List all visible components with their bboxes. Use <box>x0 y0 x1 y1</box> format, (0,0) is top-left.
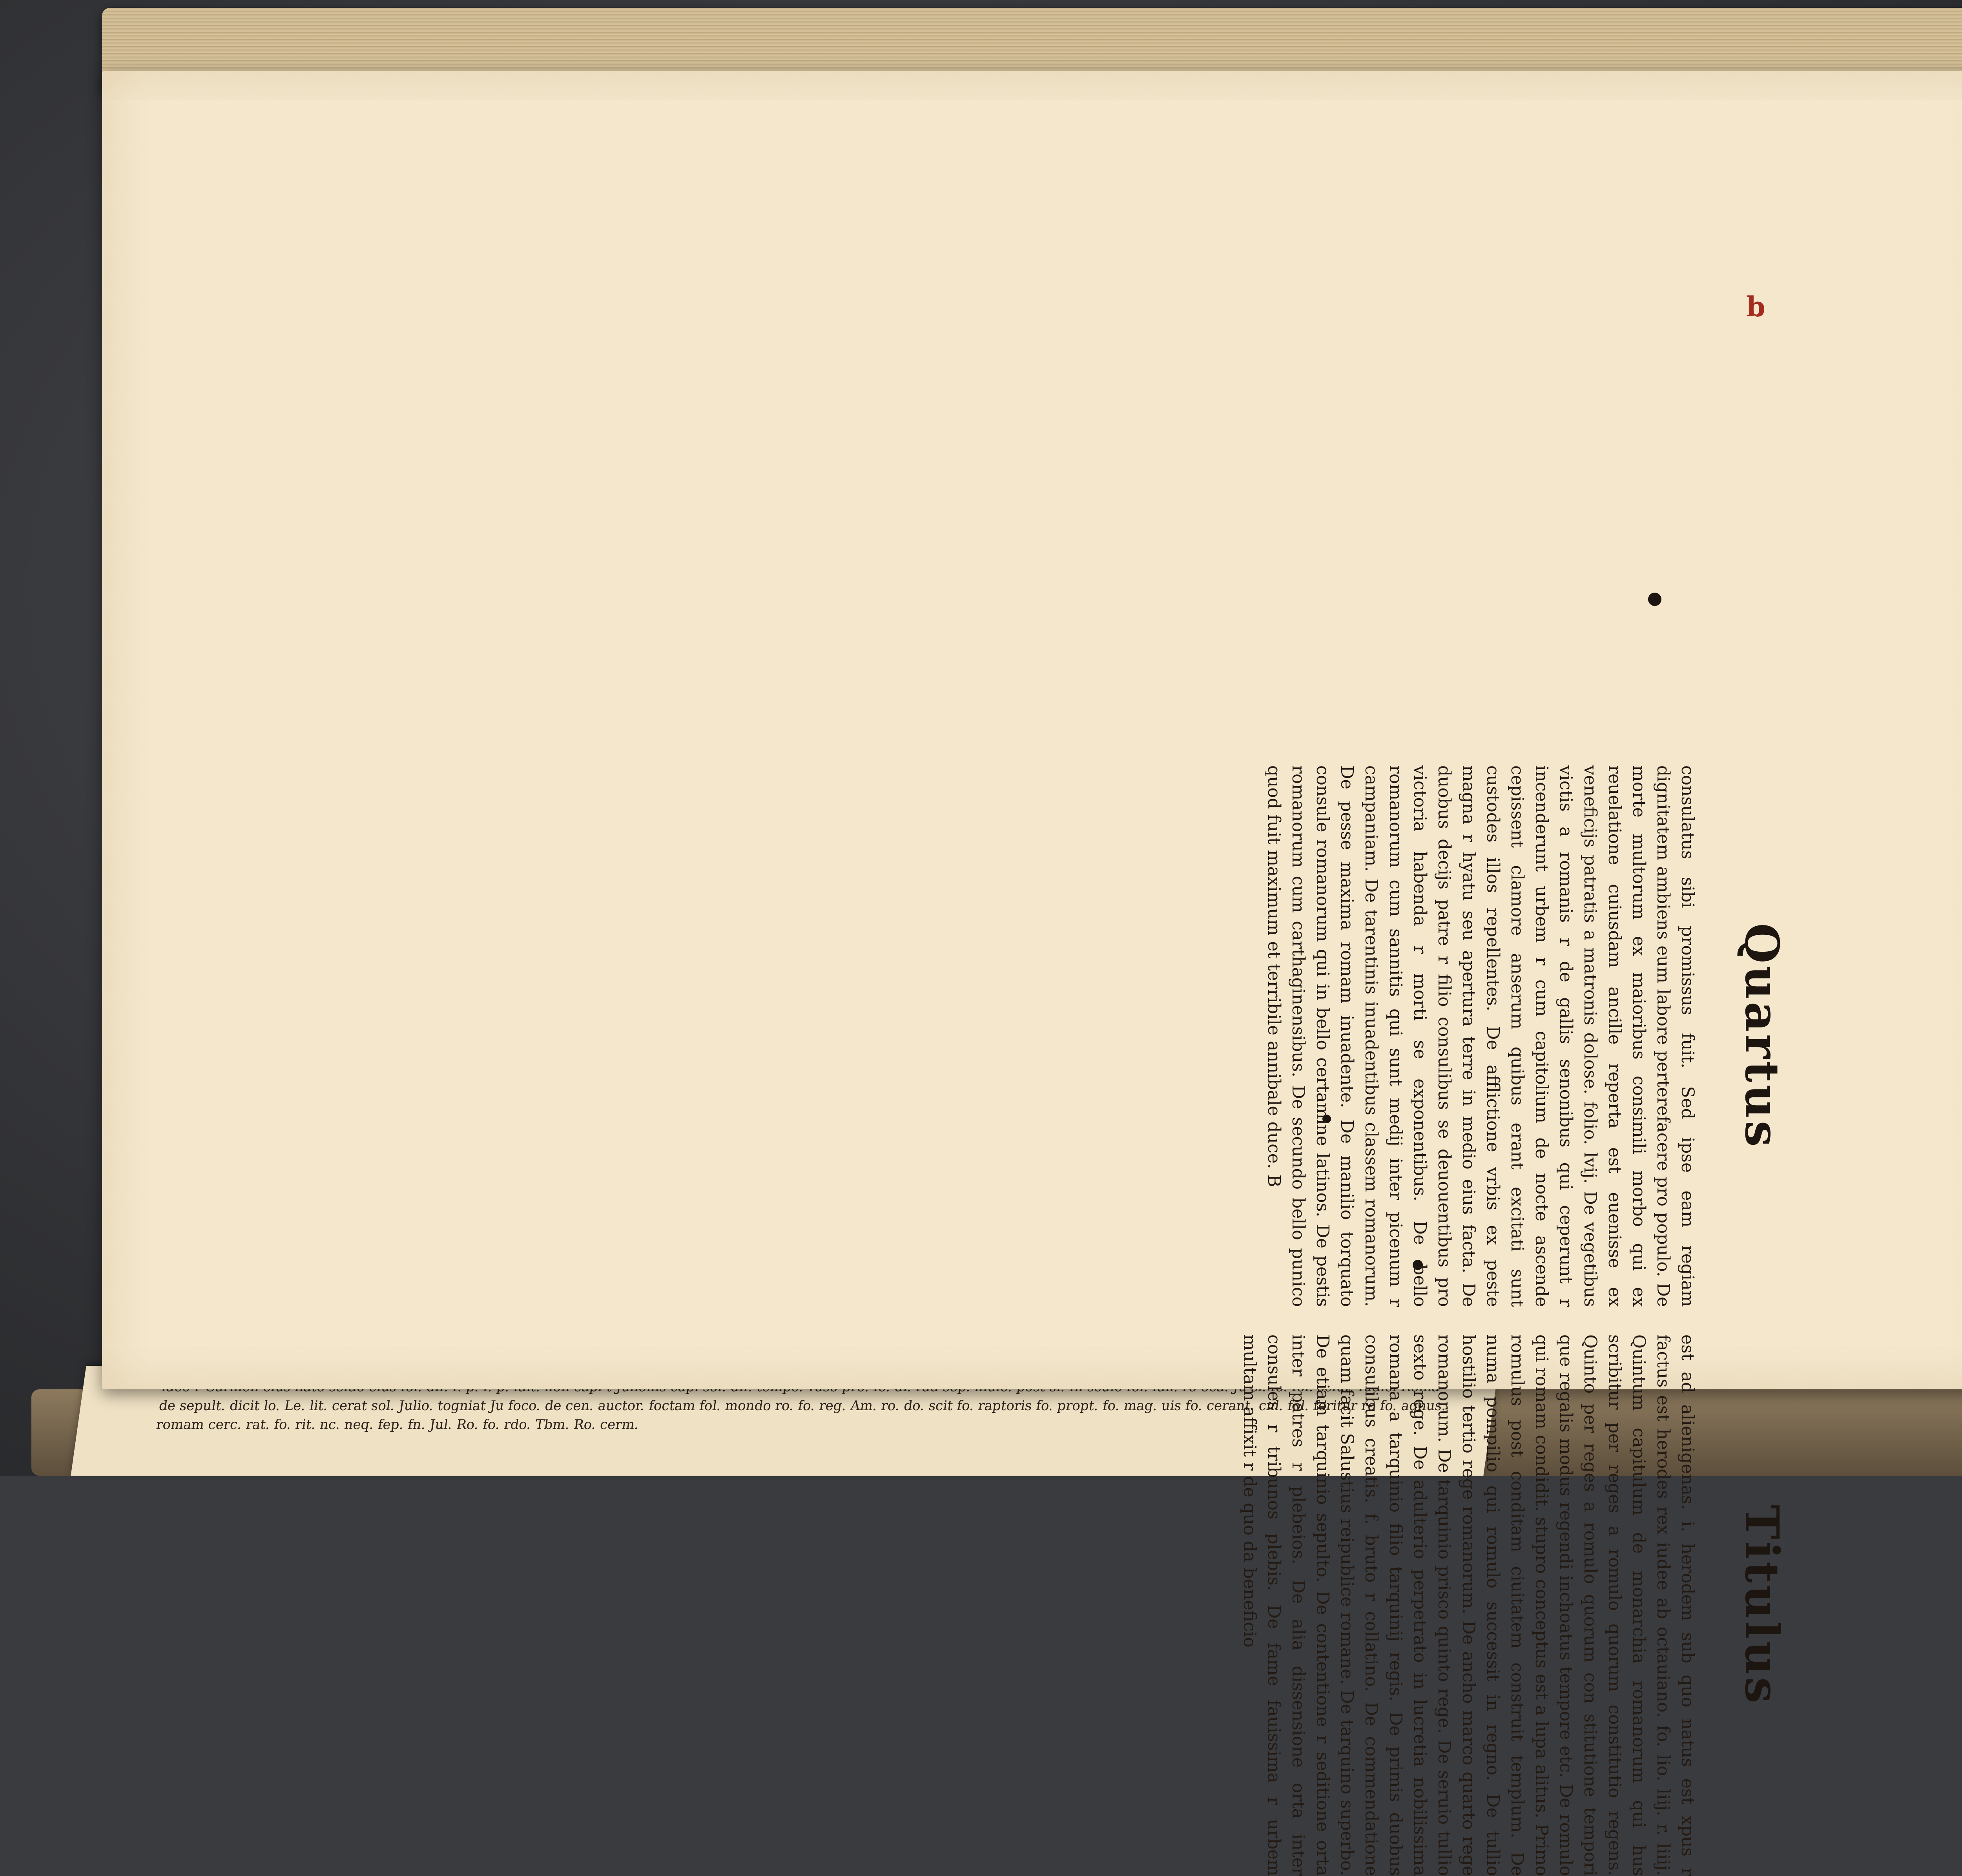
facing-page-text: de sepult. dicit lo. Le. lit. cerat sol. Julio. togniat Ju foco. de cen. auctor. foctam fol. mondo ro. fo. reg. Am. ro. do. scit fo. raptoris fo. propt. fo. mag. uis fo. cerant. cnl. fol. feritur ro fo. agnus. romam cerc. rat. fo. rit. nc. neq. fep. fn. Jul. Ro. fo. rdo. Tbm. Ro. cerm. <box>155 1398 1448 1433</box>
left-column-text <box>1237 1334 1699 1876</box>
left-column-body: est ad alienigenas. i. herodem sub quo natus est xpus r factus est herodes rex iudee ab octauiano. fo. lio. liij. r. liiij. Quintum capitulum de monarchia romanorum qui hus scribitur per reges a romulo quorum constitutio regens. Quinto per reges a romulo quorum con stitutione tempori que regalis modus regendi inchoatus tempore etc. De romulo qui romam condidit. stupro conceptus est a lupa alitus. Primo romulus post conditam ciuitatem construit templum. De numa pompilio qui romulo successit in regno. De tullio hostilio tertio rege romanorum. De ancho marco quarto rege romanorum. De tarquinio prisco quinto rege. De seruio tullio sexto rege. De adulterio perpetrato in lucretia nobilissima romana a tarquinio filio tarquinij regis. De primis duobus consulibus creatis. f. bruto r collatino. De commendatione quam facit Salustius reipublice romane. De tarquino superbo. De etiam tarquinio sepulto. De contentione r seditione orta inter patres r plebeios. De alia dissensione orta inter consules r tribunos plebis. De fame fauissima r urbem multam affixit r de quo da beneficio <box>1240 1334 1698 1876</box>
signature-mark: b <box>1746 290 1765 323</box>
left-column <box>298 1334 1789 1876</box>
right-column <box>298 765 1789 1307</box>
heading-quartus: Quartus <box>1735 923 1789 1149</box>
right-column-body: consulatus sibi promissus fuit. Sed ipse eam regiam dignitatem ambiens eum labore perterefacere pro populo. De morte multorum ex maioribus consimili morbo qui ex reuelatione cuiusdam ancille reperta est euenisse ex veneficijs patratis a matronis dolose. folio. lvij. De vegetibus victis a romanis r de gallis senonibus qui ceperunt r incenderunt urbem r cum capitolium de nocte ascende cepissent clamore anserum quibus erant excitati sunt custodes illos repellentes. De afflictione vrbis ex peste magna r hyatu seu apertura terre in medio eius facta. De duobus decijs patre r filio consulibus se deuouentibus pro victoria habenda r morti se exponentibus. De bello romanorum cum sannitis qui sunt medij inter picenum r campaniam. De tarentinis inuadentibus classem romanorum. De pesse maxima romam inuadente. De manilio torquato consule romanorum qui in bello certamine latinos. De pestis romanorum cum carthaginensibus. De secundo bello punico quod fuit maximum et terribile annibale duce. B <box>1264 765 1698 1307</box>
heading-titulus: Titulus <box>1735 1505 1789 1706</box>
